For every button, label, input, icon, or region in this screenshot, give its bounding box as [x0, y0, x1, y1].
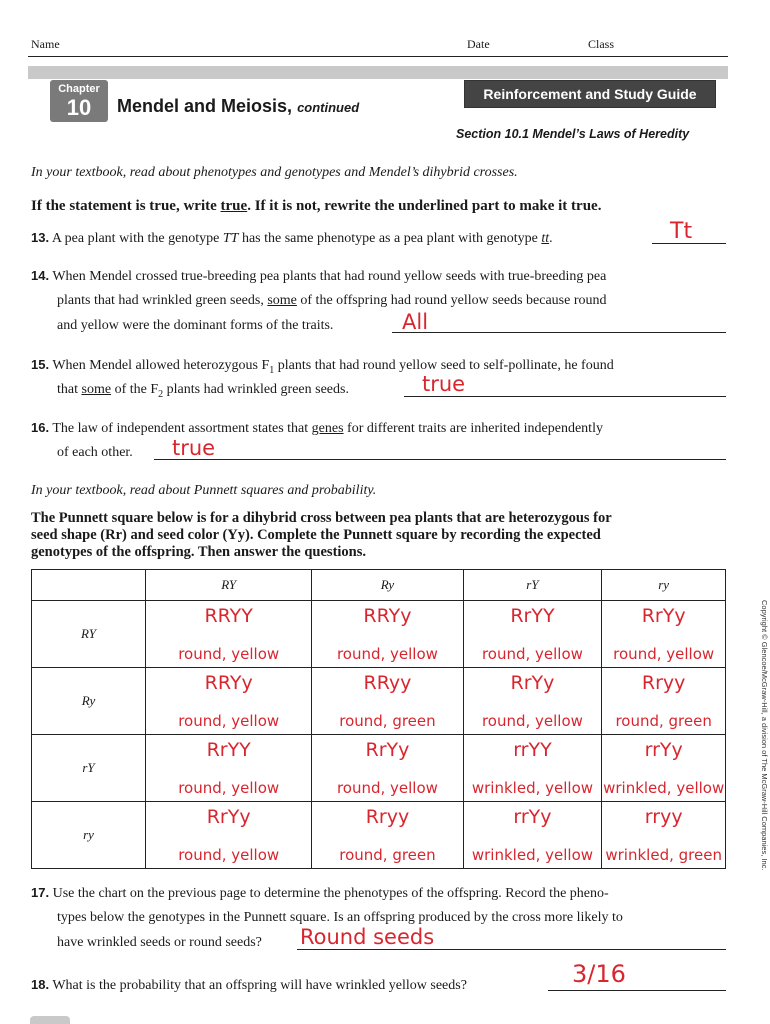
part2-directions-2: seed shape (Rr) and seed color (Yy). Complete the Punnett square by recording the expected	[31, 527, 601, 543]
punnett-row	[32, 802, 726, 869]
q14-text-1: When Mendel crossed true-breeding pea plants that had round yellow seeds with true-breeding pea	[52, 269, 607, 284]
column-header: Ry	[312, 570, 463, 601]
cell-genotype: RrYy	[206, 806, 251, 828]
page-title-suffix: continued	[297, 100, 360, 115]
question-14-line3: and yellow were the dominant forms of the traits.	[57, 318, 334, 333]
cell-phenotype: round, yellow	[178, 846, 280, 864]
cell-genotype: Rryy	[641, 672, 686, 694]
cell-phenotype: round, yellow	[481, 645, 583, 663]
row-header: rY	[32, 735, 146, 802]
q13-number: 13.	[31, 230, 50, 245]
column-header: rY	[463, 570, 602, 601]
q13-text: A pea plant with the genotype	[51, 231, 223, 246]
q15-sub-2: 2	[158, 388, 164, 400]
question-14-line1	[31, 263, 606, 290]
part2-directions-1: The Punnett square below is for a dihybrid cross between pea plants that are heterozygous for	[31, 510, 612, 526]
class-label: Class	[588, 37, 615, 51]
q15-number: 15.	[31, 357, 50, 372]
q14-underlined: some	[267, 293, 297, 308]
q14-answer[interactable]: All	[402, 310, 429, 334]
q17-answer-line[interactable]	[297, 949, 726, 950]
q15-answer-line[interactable]	[404, 396, 726, 397]
q15-text-1: When Mendel allowed heterozygous F	[52, 358, 270, 373]
question-17-line3: have wrinkled seeds or round seeds?	[57, 935, 262, 950]
q13-text-end: .	[549, 231, 553, 246]
q15-text-2: that	[57, 382, 82, 397]
question-17-line1	[31, 880, 609, 907]
punnett-row	[32, 668, 726, 735]
q15-answer[interactable]: true	[422, 372, 466, 396]
punnett-cell[interactable]	[602, 735, 726, 802]
cell-phenotype: round, yellow	[178, 779, 280, 797]
cell-genotype: RRYY	[204, 605, 253, 627]
q15-text-1b: plants that had round yellow seed to self-pollinate, he found	[274, 358, 614, 373]
part1-directions	[31, 198, 601, 215]
cell-genotype: RrYy	[510, 672, 555, 694]
question-13	[31, 225, 731, 252]
cell-genotype: RRyy	[363, 672, 412, 694]
punnett-cell[interactable]	[463, 668, 602, 735]
q17-text-1: Use the chart on the previous page to determine the phenotypes of the offspring. Record the pheno-	[52, 886, 609, 901]
name-label: Name	[31, 37, 60, 51]
punnett-cell[interactable]	[602, 668, 726, 735]
q14-text-2: plants that had wrinkled green seeds,	[57, 293, 268, 308]
q16-answer[interactable]: true	[172, 436, 216, 460]
cell-genotype: RRYy	[363, 605, 412, 627]
column-header: ry	[602, 570, 726, 601]
q16-number: 16.	[31, 420, 50, 435]
cell-genotype: RrYy	[641, 605, 686, 627]
punnett-cell[interactable]	[312, 735, 463, 802]
punnett-cell[interactable]	[146, 668, 312, 735]
q16-answer-line[interactable]	[154, 459, 726, 460]
cell-genotype: RRYy	[204, 672, 253, 694]
cell-genotype: rrYY	[513, 739, 552, 761]
cell-genotype: rrYy	[513, 806, 552, 828]
date-label: Date	[467, 37, 490, 51]
directions-text: If the statement is true, write	[31, 198, 221, 214]
page-title	[117, 96, 359, 117]
punnett-row	[32, 601, 726, 668]
cell-genotype: RrYY	[206, 739, 251, 761]
q18-number: 18.	[31, 977, 50, 992]
cell-genotype: rryy	[644, 806, 683, 828]
q16-text-1b: for different traits are inherited independently	[343, 421, 603, 436]
cell-phenotype: wrinkled, yellow	[603, 779, 725, 797]
row-header: RY	[32, 601, 146, 668]
punnett-corner	[32, 570, 146, 601]
punnett-cell[interactable]	[312, 668, 463, 735]
cell-phenotype: round, green	[339, 846, 436, 864]
question-14-line2	[57, 288, 607, 314]
q13-tt: TT	[222, 231, 239, 246]
cell-phenotype: round, yellow	[481, 712, 583, 730]
q15-text-2b: of the F	[111, 382, 159, 397]
q17-answer[interactable]: Round seeds	[300, 925, 435, 949]
q14-number: 14.	[31, 268, 50, 283]
punnett-cell[interactable]	[463, 802, 602, 869]
punnett-cell[interactable]	[312, 601, 463, 668]
part2-directions	[31, 510, 612, 561]
name-rule	[28, 56, 728, 57]
q15-sub-1: 1	[269, 364, 275, 376]
q16-underlined: genes	[311, 421, 344, 436]
cell-phenotype: wrinkled, green	[605, 846, 722, 864]
q17-number: 17.	[31, 885, 50, 900]
q15-underlined: some	[81, 382, 112, 397]
part1-instruction: In your textbook, read about phenotypes and genotypes and Mendel’s dihybrid crosses.	[31, 165, 518, 180]
row-header: Ry	[32, 668, 146, 735]
cell-phenotype: round, yellow	[336, 779, 438, 797]
punnett-cell[interactable]	[463, 735, 602, 802]
punnett-row	[32, 735, 726, 802]
copyright-container	[759, 600, 770, 930]
q18-answer[interactable]: 3/16	[572, 960, 626, 988]
cell-phenotype: round, yellow	[178, 712, 280, 730]
copyright-text: Copyright © Glencoe/McGraw-Hill, a division of The McGraw-Hill Companies, Inc.	[760, 600, 769, 871]
cell-phenotype: round, yellow	[336, 645, 438, 663]
punnett-cell[interactable]	[463, 601, 602, 668]
cell-genotype: rrYy	[644, 739, 683, 761]
question-16-line1	[31, 415, 603, 442]
punnett-cell[interactable]	[146, 601, 312, 668]
q13-text-mid: has the same phenotype as a pea plant with genotype	[238, 231, 542, 246]
question-15-line2	[57, 377, 349, 408]
q13-underlined: tt	[541, 231, 550, 246]
q14-answer-line[interactable]	[392, 332, 726, 333]
q15-text-2c: plants had wrinkled green seeds.	[163, 382, 349, 397]
q16-text-1: The law of independent assortment states that	[52, 421, 312, 436]
cell-genotype: Rryy	[365, 806, 410, 828]
q18-answer-line[interactable]	[548, 990, 726, 991]
page-title-text: Mendel and Meiosis,	[117, 96, 293, 116]
cell-genotype: RrYy	[365, 739, 410, 761]
chapter-tab	[50, 80, 108, 122]
cell-phenotype: wrinkled, yellow	[471, 846, 594, 864]
header-band	[28, 66, 728, 79]
q13-answer[interactable]: Tt	[670, 219, 693, 244]
directions-true-word: true	[220, 198, 248, 214]
cell-phenotype: round, green	[339, 712, 436, 730]
punnett-cell[interactable]	[312, 802, 463, 869]
directions-text-end: . If it is not, rewrite the underlined part to make it true.	[247, 198, 602, 214]
cell-phenotype: round, green	[615, 712, 712, 730]
chapter-number: 10	[66, 95, 92, 120]
punnett-cell[interactable]	[602, 601, 726, 668]
punnett-cell[interactable]	[146, 735, 312, 802]
question-17-line2: types below the genotypes in the Punnett square. Is an offspring produced by the cross more likely to	[57, 910, 623, 925]
chapter-word: Chapter	[58, 83, 100, 95]
column-header: RY	[146, 570, 312, 601]
q14-text-2b: of the offspring had round yellow seeds because round	[296, 293, 607, 308]
q18-text: What is the probability that an offspring will have wrinkled yellow seeds?	[52, 978, 467, 993]
punnett-cell[interactable]	[602, 802, 726, 869]
reinforcement-badge: Reinforcement and Study Guide	[464, 80, 716, 108]
section-title: Section 10.1 Mendel’s Laws of Heredity	[456, 127, 690, 141]
row-header: ry	[32, 802, 146, 869]
question-18	[31, 972, 467, 999]
page-tab	[30, 1016, 70, 1024]
punnett-square	[31, 569, 726, 869]
cell-phenotype: round, yellow	[178, 645, 280, 663]
punnett-cell[interactable]	[146, 802, 312, 869]
cell-genotype: RrYY	[510, 605, 555, 627]
cell-phenotype: round, yellow	[613, 645, 715, 663]
question-16-line2: of each other.	[57, 445, 133, 460]
part2-directions-3: genotypes of the offspring. Then answer the questions.	[31, 544, 367, 560]
cell-phenotype: wrinkled, yellow	[471, 779, 594, 797]
part2-instruction: In your textbook, read about Punnett squares and probability.	[31, 483, 377, 498]
punnett-header-row	[32, 570, 726, 601]
